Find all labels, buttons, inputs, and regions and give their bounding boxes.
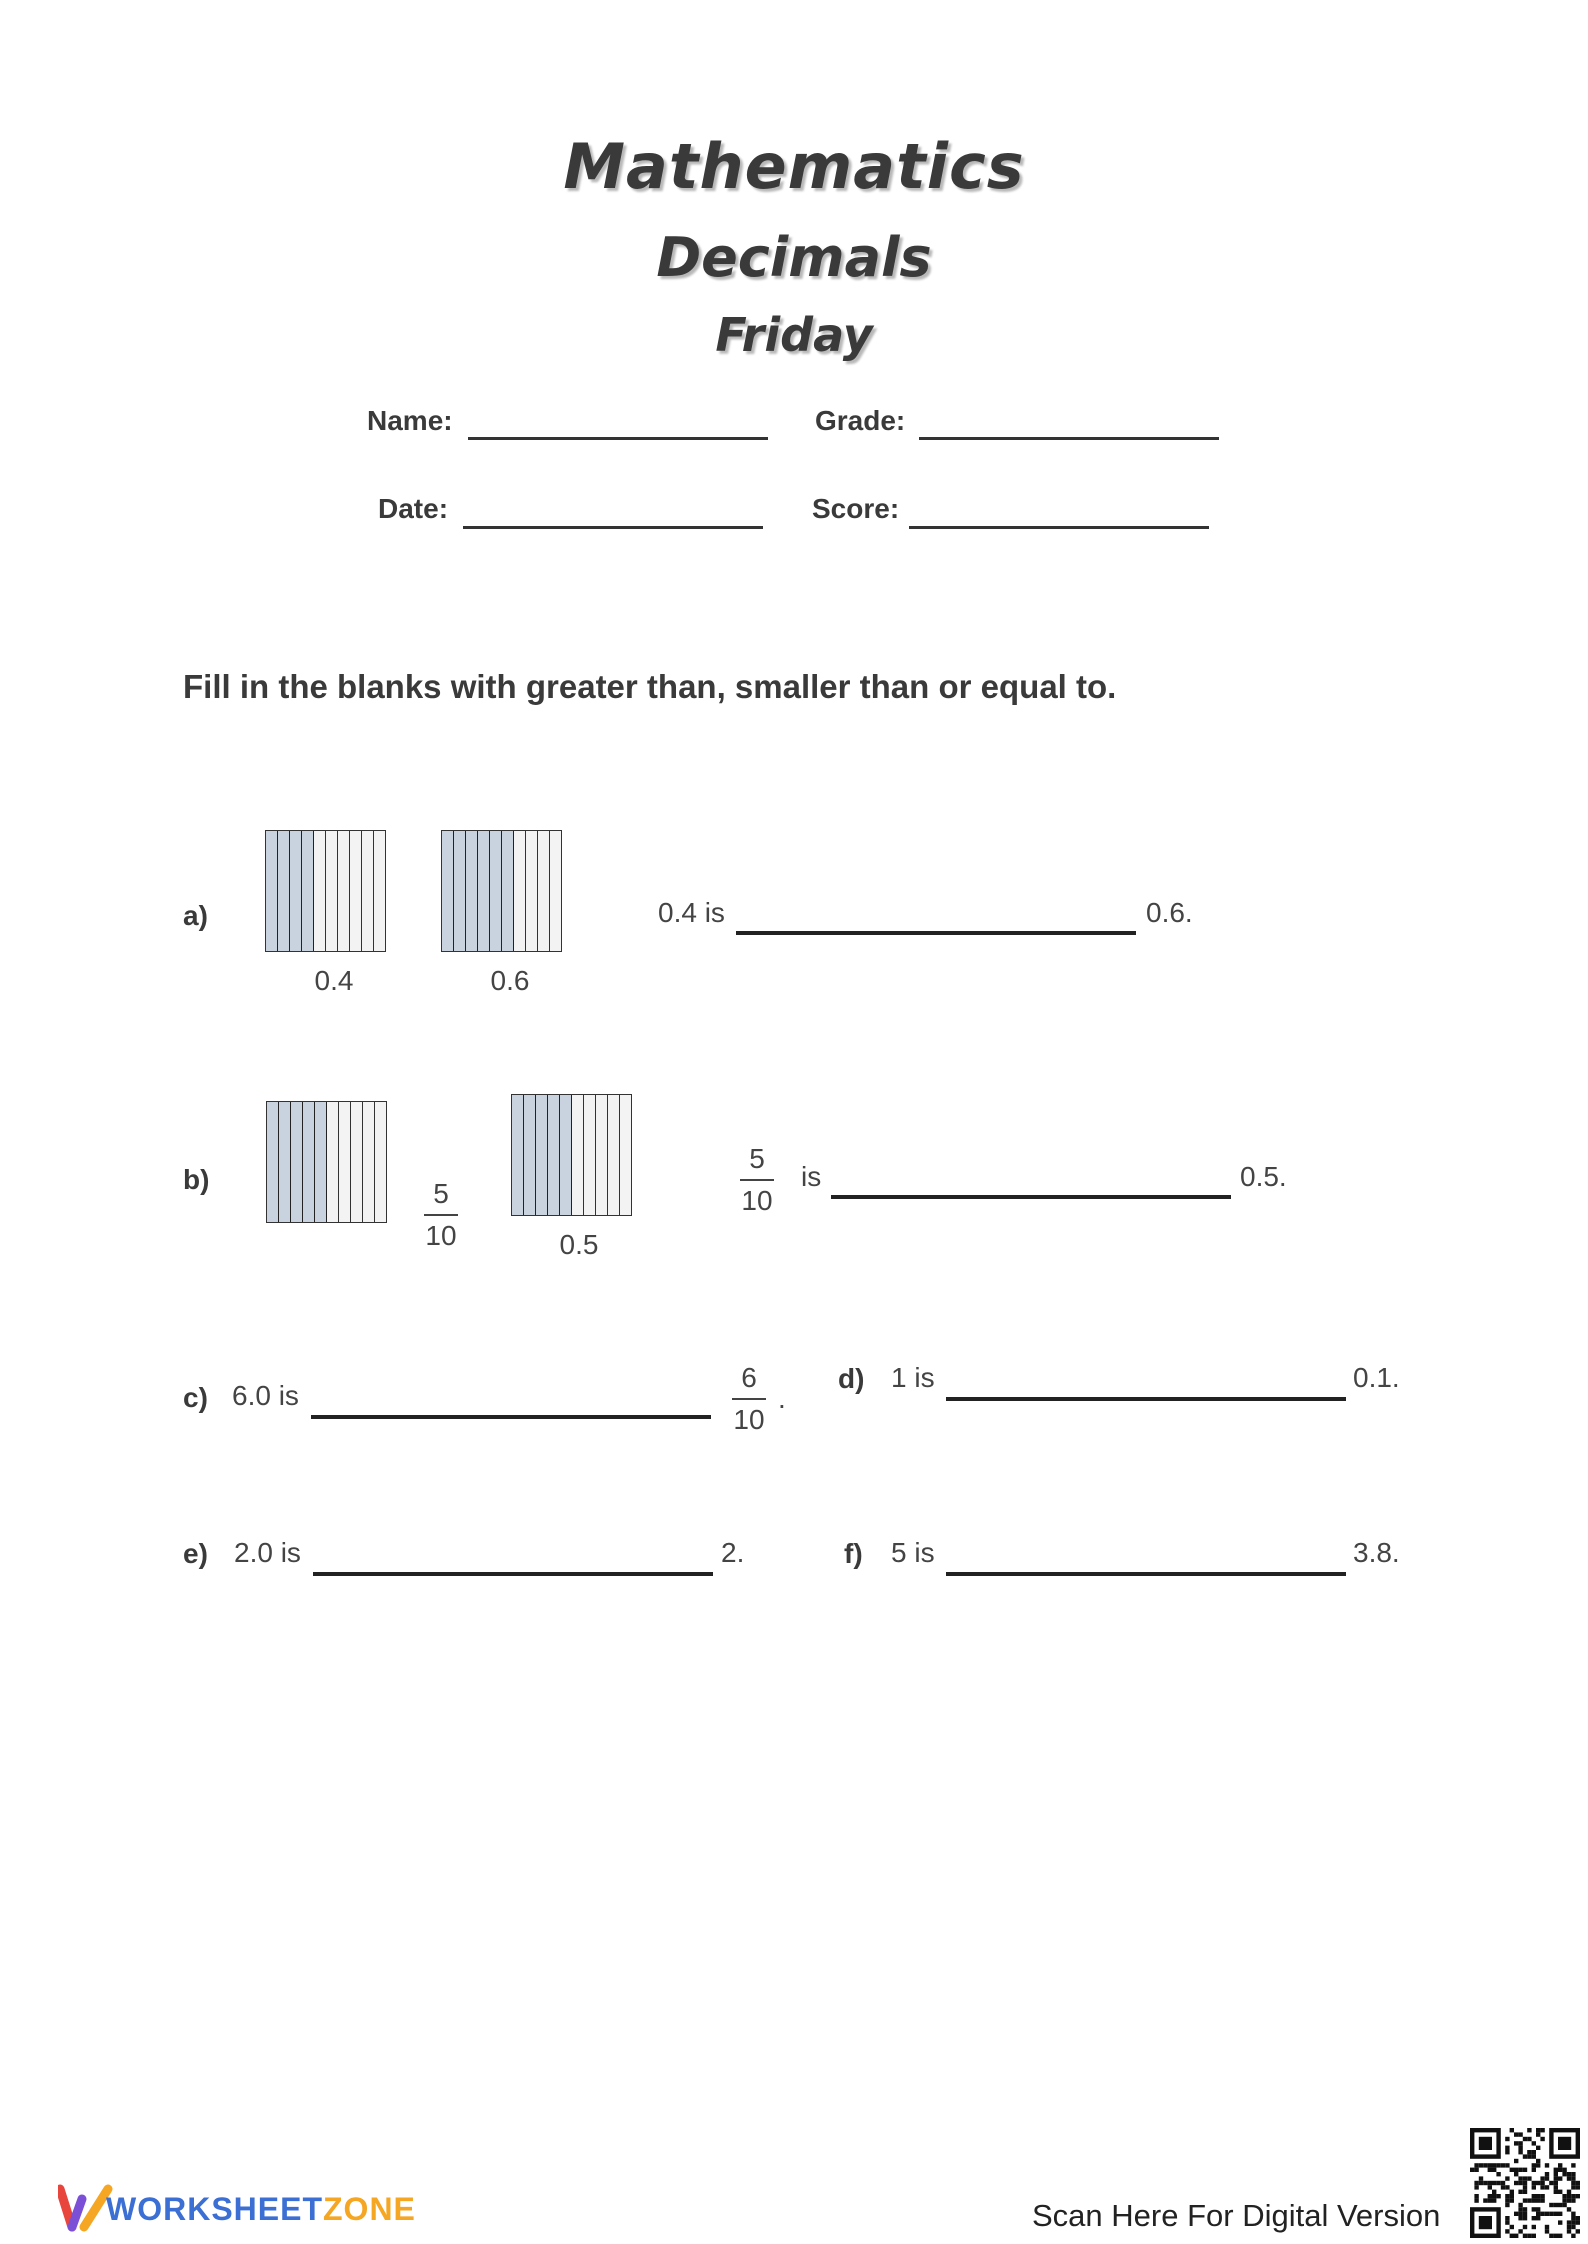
tenth-strip — [560, 1095, 572, 1215]
question-b-label: b) — [183, 1164, 210, 1195]
tenth-strip — [572, 1095, 584, 1215]
tenth-strip — [375, 1102, 386, 1222]
question-e-right: 2. — [721, 1537, 745, 1568]
tenth-strip — [490, 831, 502, 951]
question-e-left: 2.0 is — [234, 1537, 301, 1568]
tenth-strip — [363, 1102, 375, 1222]
grade-field[interactable] — [919, 437, 1219, 440]
answer-blank-c[interactable] — [311, 1415, 711, 1419]
answer-blank-a[interactable] — [736, 931, 1136, 935]
question-b-is: is — [801, 1161, 822, 1192]
tenth-strip — [267, 1102, 279, 1222]
question-d-left: 1 is — [891, 1362, 935, 1393]
worksheet-subtitle: Decimals — [656, 226, 932, 289]
instructions: Fill in the blanks with greater than, smaller than or equal to. — [183, 668, 1117, 705]
fraction-bar — [732, 1398, 766, 1400]
tenth-strip — [374, 831, 385, 951]
question-a-right: 0.6. — [1146, 897, 1193, 928]
tenth-strip — [278, 831, 290, 951]
date-label: Date: — [378, 493, 449, 524]
question-c-label: c) — [183, 1382, 208, 1413]
tenth-strip — [362, 831, 374, 951]
answer-blank-e[interactable] — [313, 1572, 713, 1576]
question-d-label: d) — [838, 1363, 865, 1394]
tenth-strip — [584, 1095, 596, 1215]
question-b-right: 0.5. — [1240, 1161, 1287, 1192]
question-d-right: 0.1. — [1353, 1362, 1400, 1393]
tenth-strip — [550, 831, 561, 951]
question-f-right: 3.8. — [1353, 1537, 1400, 1568]
fraction-bar — [424, 1214, 458, 1216]
tenth-strip — [327, 1102, 339, 1222]
name-label: Name: — [367, 405, 453, 436]
question-e-label: e) — [183, 1538, 208, 1569]
fraction-denominator: 10 — [733, 1404, 765, 1435]
tenth-strip — [596, 1095, 608, 1215]
tenth-strip — [536, 1095, 548, 1215]
score-label: Score: — [812, 493, 900, 524]
tenth-strip — [351, 1102, 363, 1222]
grade-label: Grade: — [815, 405, 906, 436]
name-field[interactable] — [468, 437, 768, 440]
tenth-strip — [315, 1102, 327, 1222]
tenth-strip — [454, 831, 466, 951]
worksheet-title: Mathematics — [563, 130, 1025, 203]
tenth-strip — [266, 831, 278, 951]
tenth-strip — [279, 1102, 291, 1222]
brand-worksheet: WORKSHEET — [106, 2191, 323, 2227]
tenth-strip — [302, 831, 314, 951]
fraction-numerator: 5 — [749, 1143, 765, 1174]
model-label-b2: 0.5 — [559, 1229, 599, 1260]
question-f-left: 5 is — [891, 1537, 935, 1568]
tenth-strip — [290, 831, 302, 951]
fraction-denominator: 10 — [425, 1220, 457, 1251]
decimal-model-b2 — [511, 1094, 632, 1216]
tenth-strip — [620, 1095, 631, 1215]
tenth-strip — [303, 1102, 315, 1222]
scan-text: Scan Here For Digital Version — [1032, 2198, 1441, 2233]
decimal-model-a1 — [265, 830, 386, 952]
tenth-strip — [339, 1102, 351, 1222]
fraction-b-model — [411, 1176, 471, 1254]
qr-code-icon[interactable] — [1470, 2128, 1580, 2238]
tenth-strip — [608, 1095, 620, 1215]
score-field[interactable] — [909, 526, 1209, 529]
tenth-strip — [538, 831, 550, 951]
tenth-strip — [478, 831, 490, 951]
fraction-denominator: 10 — [741, 1185, 773, 1216]
tenth-strip — [514, 831, 526, 951]
answer-blank-d[interactable] — [946, 1397, 1346, 1401]
question-a-label: a) — [183, 900, 208, 931]
tenth-strip — [326, 831, 338, 951]
worksheetzone-brand — [106, 2191, 416, 2228]
fraction-bar — [740, 1179, 774, 1181]
brand-zone: ZONE — [323, 2191, 416, 2227]
model-label-a1: 0.4 — [314, 965, 354, 996]
fraction-b-left — [727, 1141, 787, 1219]
model-label-a2: 0.6 — [490, 965, 530, 996]
question-c-end: . — [778, 1383, 786, 1414]
tenth-strip — [291, 1102, 303, 1222]
tenth-strip — [524, 1095, 536, 1215]
fraction-c — [719, 1360, 779, 1438]
tenth-strip — [512, 1095, 524, 1215]
answer-blank-b[interactable] — [831, 1195, 1231, 1199]
tenth-strip — [350, 831, 362, 951]
tenth-strip — [502, 831, 514, 951]
fraction-numerator: 6 — [741, 1362, 757, 1393]
question-f-label: f) — [844, 1538, 863, 1569]
decimal-model-a2 — [441, 830, 562, 952]
question-c-left: 6.0 is — [232, 1380, 299, 1411]
decimal-model-b1 — [266, 1101, 387, 1223]
tenth-strip — [466, 831, 478, 951]
tenth-strip — [314, 831, 326, 951]
question-a-left: 0.4 is — [658, 897, 725, 928]
tenth-strip — [548, 1095, 560, 1215]
worksheet-day: Friday — [715, 308, 873, 362]
tenth-strip — [338, 831, 350, 951]
tenth-strip — [526, 831, 538, 951]
answer-blank-f[interactable] — [946, 1572, 1346, 1576]
fraction-numerator: 5 — [433, 1178, 449, 1209]
tenth-strip — [442, 831, 454, 951]
date-field[interactable] — [463, 526, 763, 529]
